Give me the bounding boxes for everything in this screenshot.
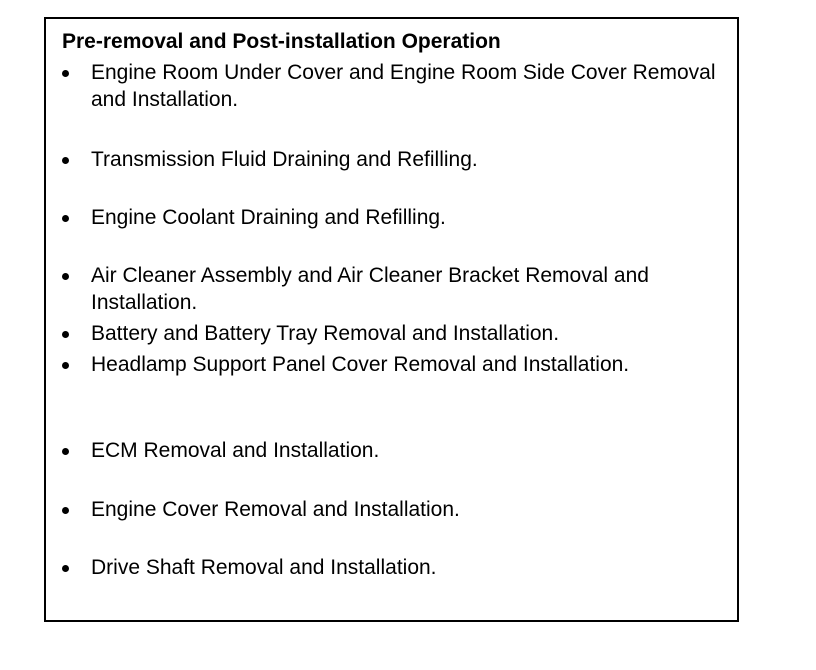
list-item-label: Engine Coolant Draining and Refilling.: [91, 206, 446, 229]
bullet-icon: [62, 215, 69, 222]
bullet-icon: [62, 331, 69, 338]
bullet-icon: [62, 157, 69, 164]
list-item-label: Engine Cover Removal and Installation.: [91, 498, 460, 521]
bullet-icon: [62, 565, 69, 572]
bullet-icon: [62, 70, 69, 77]
bullet-icon: [62, 273, 69, 280]
list-item-label: Battery and Battery Tray Removal and Installation.: [91, 322, 560, 345]
operation-box: [44, 17, 739, 622]
section-title: Pre-removal and Post-installation Operation: [62, 30, 501, 53]
list-item-label: Headlamp Support Panel Cover Removal and Installation.: [91, 353, 630, 376]
list-item-label: ECM Removal and Installation.: [91, 439, 380, 462]
bullet-icon: [62, 362, 69, 369]
bullet-icon: [62, 448, 69, 455]
list-item-label: Air Cleaner Assembly and Air Cleaner Bracket Removal and Installation.: [91, 264, 649, 314]
list-item-label: Engine Room Under Cover and Engine Room Side Cover Removal and Installation.: [91, 61, 716, 111]
bullet-icon: [62, 507, 69, 514]
list-item-label: Transmission Fluid Draining and Refilling.: [91, 148, 478, 171]
list-item-label: Drive Shaft Removal and Installation.: [91, 556, 437, 579]
